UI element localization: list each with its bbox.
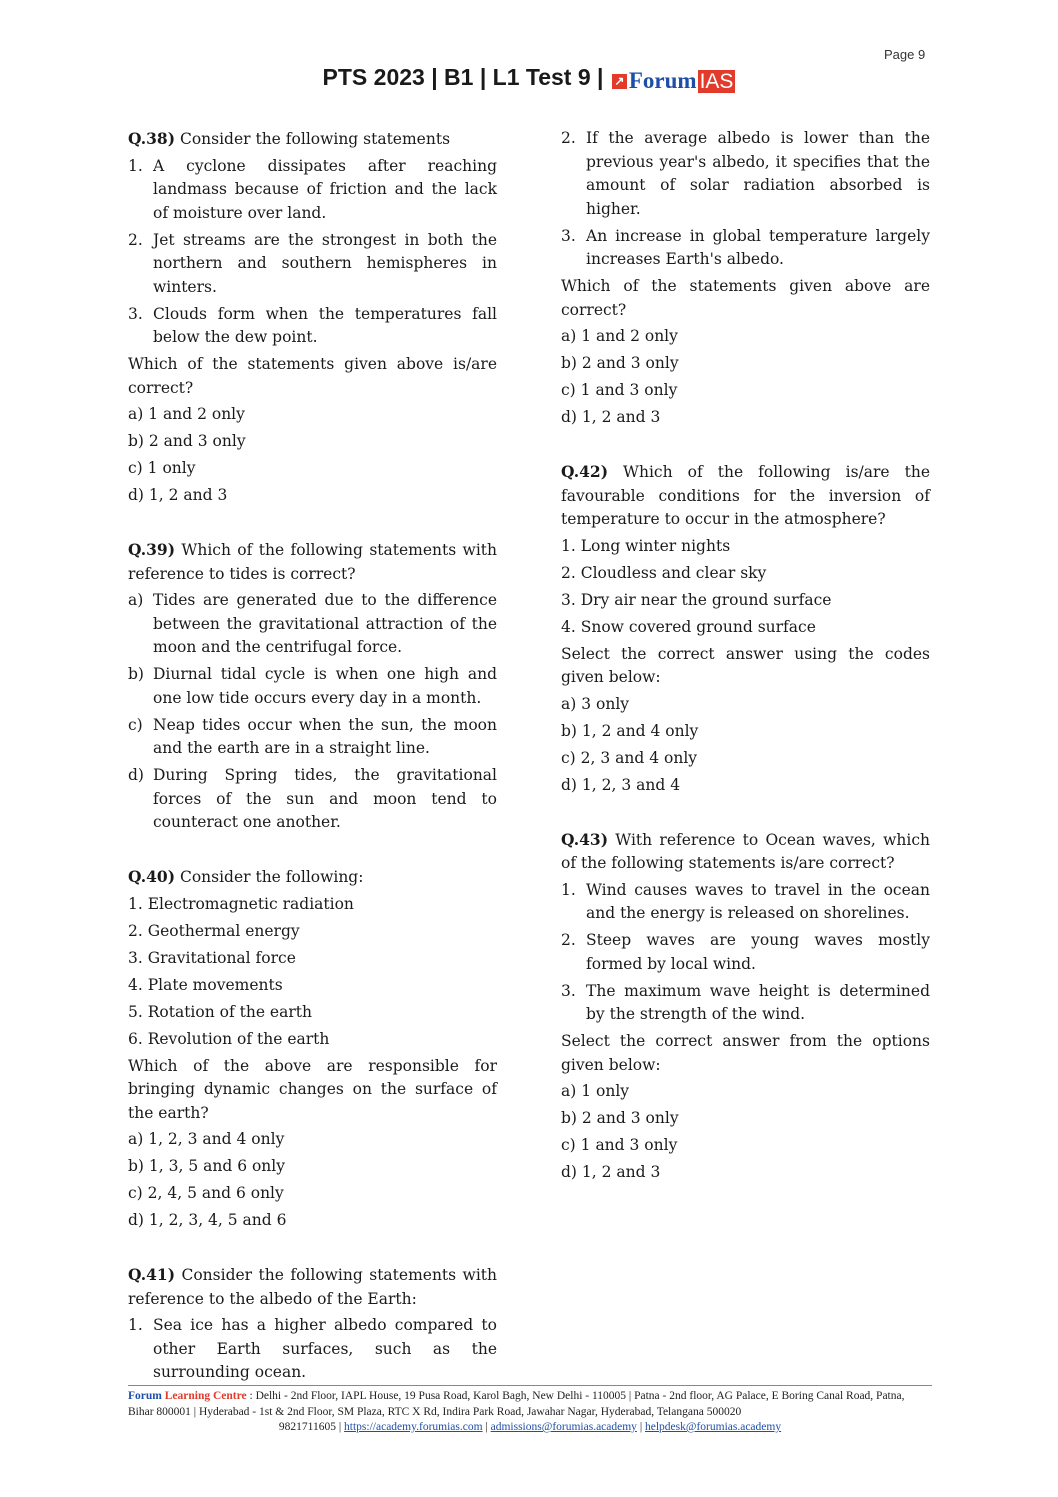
option: a) 1 only [561, 1082, 630, 1100]
list-item: 1. Electromagnetic radiation [128, 894, 354, 913]
question-prompt: Select the correct answer from the options given below: [561, 1032, 930, 1074]
question-text: Consider the following statements with reference to the albedo of the Earth: [128, 1266, 497, 1308]
footer-addresses: Forum Learning Centre : Delhi - 2nd Floor, IAPL House, 19 Pusa Road, Karol Bagh, New Delhi - 110005 | Patna - 2nd floor, AG Palace, E Boring Canal Road, Patna, Bihar 800001 | Hyderabad - 1st & 2nd Floor, SM Plaza, RTC X Rd, Indira Park Road, Jawahar Nagar, Hyderabad, Telangana 500020 [128, 1390, 905, 1418]
list-item: 6. Revolution of the earth [128, 1029, 330, 1048]
logo-ias-text: IAS [699, 70, 734, 93]
statement: 2. Steep waves are young waves mostly formed by local wind. [561, 931, 930, 973]
question-id: Q.41) [128, 1265, 176, 1284]
option: d) 1, 2 and 3 [561, 408, 661, 426]
option: d) 1, 2 and 3 [561, 1163, 661, 1181]
question-text: Which of the following statements with reference to tides is correct? [128, 541, 497, 583]
option: d) During Spring tides, the gravitational forces of the sun and moon tend to counteract one another. [128, 766, 497, 831]
list-item: 2. Geothermal energy [128, 921, 300, 940]
option: d) 1, 2, 3, 4, 5 and 6 [128, 1211, 287, 1229]
list-item: 3. Gravitational force [128, 948, 296, 967]
option: b) 1, 3, 5 and 6 only [128, 1157, 286, 1175]
logo-forum-text: Forum [628, 68, 697, 93]
forumias-logo [612, 67, 736, 94]
academy-link[interactable]: https://academy.forumias.com [344, 1421, 483, 1433]
footer-contacts: 9821711605 | https://academy.forumias.com | admissions@forumias.academy | helpdesk@forumias.academy [278, 1421, 782, 1433]
footer-address-text: Delhi - 2nd Floor, IAPL House, 19 Pusa Road, Karol Bagh, New Delhi - 110005 | Patna - 2nd floor, AG Palace, E Boring Canal Road, Patna, Bihar 800001 | Hyderabad - 1st & 2nd Floor, SM Plaza, RTC X Rd, Indira Park Road, Jawahar Nagar, Hyderabad, Telangana 500020 [128, 1390, 905, 1418]
question-id: Q.38) [128, 129, 176, 148]
question-text: Which of the following is/are the favourable conditions for the inversion of temperature to occur in the atmosphere? [561, 463, 930, 528]
option: c) Neap tides occur when the sun, the moon and the earth are in a straight line. [128, 715, 497, 757]
option: b) 1, 2 and 4 only [561, 721, 699, 740]
list-item: 2. Cloudless and clear sky [561, 563, 767, 582]
question-43 [561, 828, 930, 1185]
option: a) 1 and 2 only [128, 405, 245, 423]
option: c) 2, 3 and 4 only [561, 748, 698, 767]
arrow-icon: ↗ [612, 74, 627, 89]
option: d) 1, 2, 3 and 4 [561, 775, 681, 794]
option: b) 2 and 3 only [561, 354, 679, 372]
option: b) Diurnal tidal cycle is when one high and one low tide occurs every day in a month. [128, 665, 497, 707]
question-id: Q.39) [128, 540, 176, 559]
statement: 2. If the average albedo is lower than the previous year's albedo, it specifies that the amount of solar radiation absorbed is higher. [561, 129, 930, 218]
option: a) 1 and 2 only [561, 327, 678, 345]
question-id: Q.40) [128, 867, 176, 886]
list-item: 3. Dry air near the ground surface [561, 590, 832, 609]
statement: 3. The maximum wave height is determined by the strength of the wind. [561, 981, 930, 1023]
page-footer [128, 1385, 932, 1436]
question-38 [128, 127, 497, 508]
page-title: PTS 2023 | B1 | L1 Test 9 | [322, 64, 604, 90]
admissions-email-link[interactable]: admissions@forumias.academy [490, 1421, 637, 1433]
question-id: Q.42) [561, 462, 609, 481]
question-prompt: Select the correct answer using the codes given below: [561, 644, 930, 686]
question-text: Consider the following: [175, 868, 364, 886]
question-id: Q.43) [561, 829, 609, 849]
statement: 2. Jet streams are the strongest in both the northern and southern hemispheres in winters. [128, 230, 497, 296]
right-column [561, 127, 930, 1188]
option: c) 1 and 3 only [561, 381, 678, 399]
page-header [0, 64, 1058, 94]
left-column [128, 127, 497, 1388]
option: b) 2 and 3 only [128, 432, 246, 450]
footer-phone: 9821711605 [278, 1421, 336, 1433]
option: d) 1, 2 and 3 [128, 486, 228, 504]
statement: 3. An increase in global temperature largely increases Earth's albedo. [561, 226, 930, 268]
question-prompt: Which of the above are responsible for bringing dynamic changes on the surface of the earth? [128, 1056, 497, 1122]
list-item: 5. Rotation of the earth [128, 1002, 312, 1021]
option: a) Tides are generated due to the difference between the gravitational attraction of the moon and the centrifugal force. [128, 591, 497, 656]
statement: 1. Wind causes waves to travel in the ocean and the energy is released on shorelines. [561, 880, 930, 922]
option: a) 1, 2, 3 and 4 only [128, 1130, 285, 1148]
option: c) 1 and 3 only [561, 1136, 678, 1154]
footer-brand-forum: Forum [128, 1390, 162, 1402]
list-item: 1. Long winter nights [561, 536, 731, 555]
statement: 1. A cyclone dissipates after reaching landmass because of friction and the lack of moisture over land. [128, 156, 497, 222]
question-39 [128, 538, 497, 835]
option: c) 1 only [128, 459, 196, 477]
option: c) 2, 4, 5 and 6 only [128, 1184, 284, 1202]
question-prompt: Which of the statements given above are correct? [561, 277, 930, 319]
footer-brand-learning: Learning Centre [161, 1390, 247, 1402]
question-42 [561, 460, 930, 797]
option: b) 2 and 3 only [561, 1109, 679, 1127]
list-item: 4. Plate movements [128, 975, 283, 994]
question-prompt: Which of the statements given above is/are correct? [128, 355, 497, 397]
statement: 3. Clouds form when the temperatures fall below the dew point. [128, 304, 497, 346]
option: a) 3 only [561, 694, 630, 713]
question-text: With reference to Ocean waves, which of the following statements is/are correct? [561, 830, 930, 872]
statement: 1. Sea ice has a higher albedo compared to other Earth surfaces, such as the surrounding ocean. [128, 1316, 497, 1381]
question-41-continued [561, 127, 930, 430]
question-40 [128, 865, 497, 1233]
list-item: 4. Snow covered ground surface [561, 617, 816, 636]
question-41 [128, 1263, 497, 1385]
helpdesk-email-link[interactable]: helpdesk@forumias.academy [645, 1421, 782, 1433]
question-text: Consider the following statements [175, 130, 451, 148]
page-number: Page 9 [884, 47, 926, 62]
